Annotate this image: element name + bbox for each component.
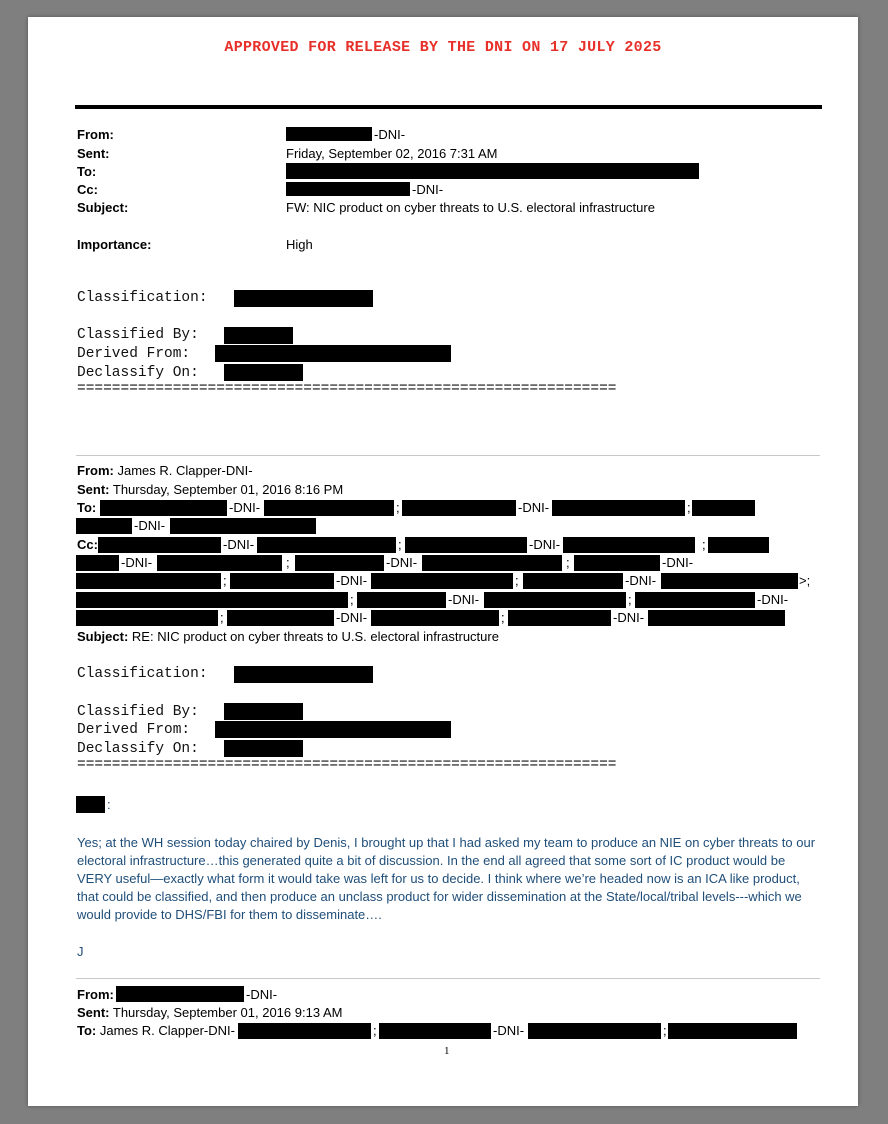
semicolon: ; <box>396 500 400 515</box>
redaction <box>170 518 316 534</box>
redaction <box>157 555 282 571</box>
msg2-cc-label: Cc: <box>77 537 98 552</box>
redaction <box>484 592 626 608</box>
redaction <box>379 1023 491 1039</box>
dni-tag: -DNI- <box>529 537 561 552</box>
semicolon: ; <box>350 592 354 607</box>
document-page <box>28 17 858 1106</box>
semicolon: ; <box>373 1023 377 1038</box>
semicolon: ; <box>398 537 402 552</box>
semicolon: ; <box>566 555 570 570</box>
msg3-sent <box>77 1005 342 1020</box>
msg2-sent-label: Sent: <box>77 482 110 497</box>
redaction <box>574 555 660 571</box>
redaction <box>264 500 394 516</box>
redaction <box>528 1023 661 1039</box>
redaction <box>668 1023 797 1039</box>
sent-label: Sent: <box>77 146 110 161</box>
redaction <box>224 364 303 381</box>
redaction <box>286 163 699 179</box>
equals-divider: ============================================================== <box>77 757 617 773</box>
redaction <box>371 573 513 589</box>
dni-tag: -DNI- <box>493 1023 525 1038</box>
redaction <box>286 182 410 196</box>
classification-label: Classification: <box>77 290 208 306</box>
subject-value: FW: NIC product on cyber threats to U.S. electoral infrastructure <box>286 200 655 215</box>
cc-suffix: -DNI- <box>412 182 444 197</box>
subject-label: Subject: <box>77 200 129 215</box>
redaction <box>402 500 516 516</box>
redaction <box>224 327 293 344</box>
semicolon: ; <box>223 573 227 588</box>
semicolon: ; <box>687 500 691 515</box>
from-label: From: <box>77 127 114 142</box>
dni-tag: -DNI- <box>134 518 166 533</box>
redaction <box>215 721 451 738</box>
redaction <box>371 610 499 626</box>
msg3-sent-value: Thursday, September 01, 2016 9:13 AM <box>112 1005 343 1020</box>
salutation-colon: : <box>107 797 111 812</box>
page-number: 1 <box>444 1045 450 1057</box>
classification-label: Classification: <box>77 666 208 682</box>
msg2-subject-label: Subject: <box>77 629 129 644</box>
redaction <box>692 500 755 516</box>
dni-tag: -DNI- <box>336 573 368 588</box>
msg2-from-label: From: <box>77 463 114 478</box>
msg2-from <box>77 463 253 478</box>
redaction <box>100 500 227 516</box>
classified-by-label: Classified By: <box>77 327 199 343</box>
semicolon: ; <box>663 1023 667 1038</box>
msg3-to-label: To: <box>77 1023 97 1038</box>
redaction <box>234 290 373 307</box>
dni-tag: -DNI- <box>246 987 278 1002</box>
dni-tag: -DNI- <box>448 592 480 607</box>
msg3-to <box>77 1023 235 1038</box>
msg2-subject <box>77 629 499 644</box>
dni-tag: -DNI- <box>229 500 261 515</box>
redaction <box>76 796 105 813</box>
semicolon: ; <box>702 537 706 552</box>
redaction <box>215 345 451 362</box>
redaction <box>98 537 221 553</box>
redaction <box>76 592 348 608</box>
msg2-subject-value: RE: NIC product on cyber threats to U.S. electoral infrastructure <box>131 629 499 644</box>
msg3-sent-label: Sent: <box>77 1005 110 1020</box>
importance-value: High <box>286 237 313 252</box>
derived-from-label: Derived From: <box>77 346 191 362</box>
message-body: Yes; at the WH session today chaired by Denis, I brought up that I had asked my team to produce an NIE on cyber threats to our electoral infrastructure…this generated quite a bit of discussion. In the end all agreed that some sort of IC product would be VERY useful—exactly what form it would take was left for us to decide. I think where we’re headed now is an ICA like product, that could be classified, and then produce an unclass product for wider dissemination at the State/local/tribal levels---which we would provide to DHS/FBI for them to disseminate…. <box>77 835 816 922</box>
dni-tag: -DNI- <box>336 610 368 625</box>
declassify-on-label: Declassify On: <box>77 365 199 381</box>
angle-semicolon: >; <box>799 573 811 588</box>
declassify-on-label: Declassify On: <box>77 741 199 757</box>
redaction <box>523 573 623 589</box>
redaction <box>238 1023 371 1039</box>
redaction <box>76 610 218 626</box>
redaction <box>76 573 221 589</box>
redaction <box>76 555 119 571</box>
msg3-to-first: James R. Clapper-DNI- <box>99 1023 235 1038</box>
redaction <box>708 537 769 553</box>
dni-tag: -DNI- <box>625 573 657 588</box>
semicolon: ; <box>628 592 632 607</box>
msg2-sent-value: Thursday, September 01, 2016 8:16 PM <box>112 482 344 497</box>
dni-tag: -DNI- <box>757 592 789 607</box>
release-banner: APPROVED FOR RELEASE BY THE DNI ON 17 JULY 2025 <box>224 39 662 56</box>
semicolon: ; <box>501 610 505 625</box>
redaction <box>357 592 446 608</box>
dni-tag: -DNI- <box>662 555 694 570</box>
msg2-sent <box>77 482 343 497</box>
classified-by-label: Classified By: <box>77 704 199 720</box>
redaction <box>563 537 695 553</box>
signature-initial: J <box>77 944 84 959</box>
redaction <box>552 500 685 516</box>
redaction <box>422 555 562 571</box>
redaction <box>224 740 303 757</box>
dni-tag: -DNI- <box>518 500 550 515</box>
redaction <box>295 555 384 571</box>
msg2-to-label: To: <box>77 500 97 515</box>
redaction <box>227 610 334 626</box>
redaction <box>508 610 611 626</box>
redaction <box>257 537 396 553</box>
from-suffix: -DNI- <box>374 127 406 142</box>
dni-tag: -DNI- <box>386 555 418 570</box>
redaction <box>116 986 244 1002</box>
importance-label: Importance: <box>77 237 152 252</box>
redaction <box>224 703 303 720</box>
header-rule <box>75 105 822 109</box>
redaction <box>648 610 785 626</box>
msg3-from-label: From: <box>77 987 114 1002</box>
redaction <box>405 537 527 553</box>
semicolon: ; <box>220 610 224 625</box>
derived-from-label: Derived From: <box>77 722 191 738</box>
sent-value: Friday, September 02, 2016 7:31 AM <box>286 146 498 161</box>
msg2-from-value: James R. Clapper-DNI- <box>117 463 253 478</box>
redaction <box>635 592 755 608</box>
semicolon: ; <box>515 573 519 588</box>
redaction <box>230 573 334 589</box>
message-separator <box>76 978 820 979</box>
dni-tag: -DNI- <box>121 555 153 570</box>
redaction <box>661 573 798 589</box>
dni-tag: -DNI- <box>223 537 255 552</box>
redaction <box>234 666 373 683</box>
to-label: To: <box>77 164 97 179</box>
equals-divider: ============================================================== <box>77 381 617 397</box>
dni-tag: -DNI- <box>613 610 645 625</box>
semicolon: ; <box>286 555 290 570</box>
message-separator <box>76 455 820 456</box>
cc-label: Cc: <box>77 182 98 197</box>
redaction <box>76 518 132 534</box>
redaction <box>286 127 372 141</box>
